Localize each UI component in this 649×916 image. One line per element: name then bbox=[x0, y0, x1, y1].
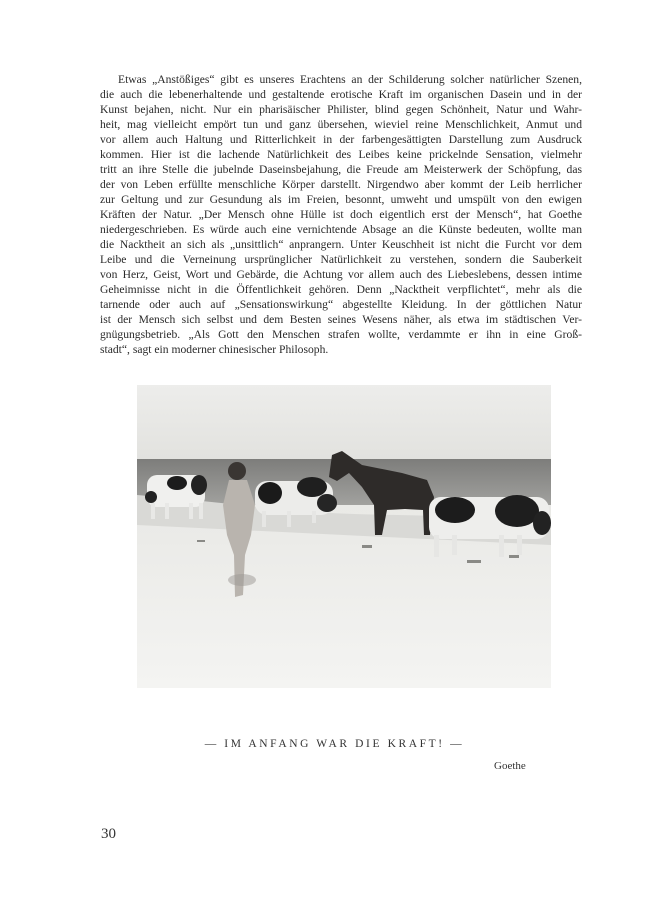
text-line: von Herz, Geist, Wort und Gebärde, die Achtung vor allem auch des Liebeslebens, dessen intime bbox=[100, 268, 582, 281]
text-line: stadt“, sagt ein moderner chinesischer Philosoph. bbox=[100, 343, 329, 356]
text-line: Etwas „Anstößiges“ gibt es unseres Erachtens an der Schilderung solcher natürlicher Szenen, bbox=[118, 73, 582, 86]
text-line: tarnende oder auch auf „Sensationswirkung“ abgestellte Kleidung. In der göttlichen Natur bbox=[100, 298, 582, 311]
text-line: tritt an ihre Stelle die jubelnde Daseinsbejahung, die Freude am Meisterwerk der Schöpfung, das bbox=[100, 163, 582, 176]
caption-author: Goethe bbox=[494, 760, 526, 772]
body-paragraph bbox=[100, 72, 582, 357]
photo-illustration bbox=[137, 385, 551, 688]
text-line: Kräften der Natur. „Der Mensch ohne Hülle ist doch eigentlich erst der Mensch“, hat Goethe bbox=[100, 208, 582, 221]
text-line: zur Geltung und zur Gesundung als im Freien, besonnt, umweht und umspült von den ewigen bbox=[100, 193, 582, 206]
text-line: Geheimnisse nicht in die Öffentlichkeit gehören. Denn „Nacktheit verpflichtet“, mehr als die bbox=[100, 283, 582, 296]
text-line: die auch die lebenerhaltende und gestaltende erotische Kraft im organischen Dasein und in der bbox=[100, 88, 582, 101]
photo-caption bbox=[0, 738, 649, 750]
sky bbox=[137, 385, 551, 459]
text-line: der von Leben erfüllte menschliche Körper darstellt. Nirgendwo aber kommt der Leib herrlicher bbox=[100, 178, 582, 191]
beach-photograph bbox=[137, 385, 551, 688]
text-line: heit, mag vielleicht empört tun und ganz übersehen, wieviel reine Menschlichkeit, Anmut und bbox=[100, 118, 582, 131]
text-line: gnügungsbetrieb. „Als Gott den Menschen strafen wollte, verdammte er ihn in eine Groß- bbox=[100, 328, 582, 341]
text-line: Kunst bejahen, nicht. Nur ein pharisäischer Philister, blind gegen Schönheit, Natur und Wahr- bbox=[100, 103, 582, 116]
caption-text: — IM ANFANG WAR DIE KRAFT! — bbox=[204, 738, 465, 750]
text-line: kommen. Hier ist die lachende Natürlichkeit des Leibes keine prickelnde Sensation, vielmehr bbox=[100, 148, 582, 161]
text-line: ist der Mensch sich selbst und dem Besten seines Wesens näher, als etwa im städtischen Ver- bbox=[100, 313, 582, 326]
text-line: die Nacktheit an sich als „unsittlich“ anprangern. Unter Keuschheit ist nicht die Furcht vor dem bbox=[100, 238, 582, 251]
text-line: vor allem auch Haltung und Ritterlichkeit in der farbengesättigten Darstellung zum Ausdruck bbox=[100, 133, 582, 146]
text-line: Leibe und die Verneinung ursprünglicher Natürlichkeit zu verstehen, sondern die Sauberkeit bbox=[100, 253, 582, 266]
page-number: 30 bbox=[101, 826, 116, 842]
text-line: niedergeschrieben. Es würde auch eine vernichtende Absage an die Künste bedeuten, wollte man bbox=[100, 223, 582, 236]
